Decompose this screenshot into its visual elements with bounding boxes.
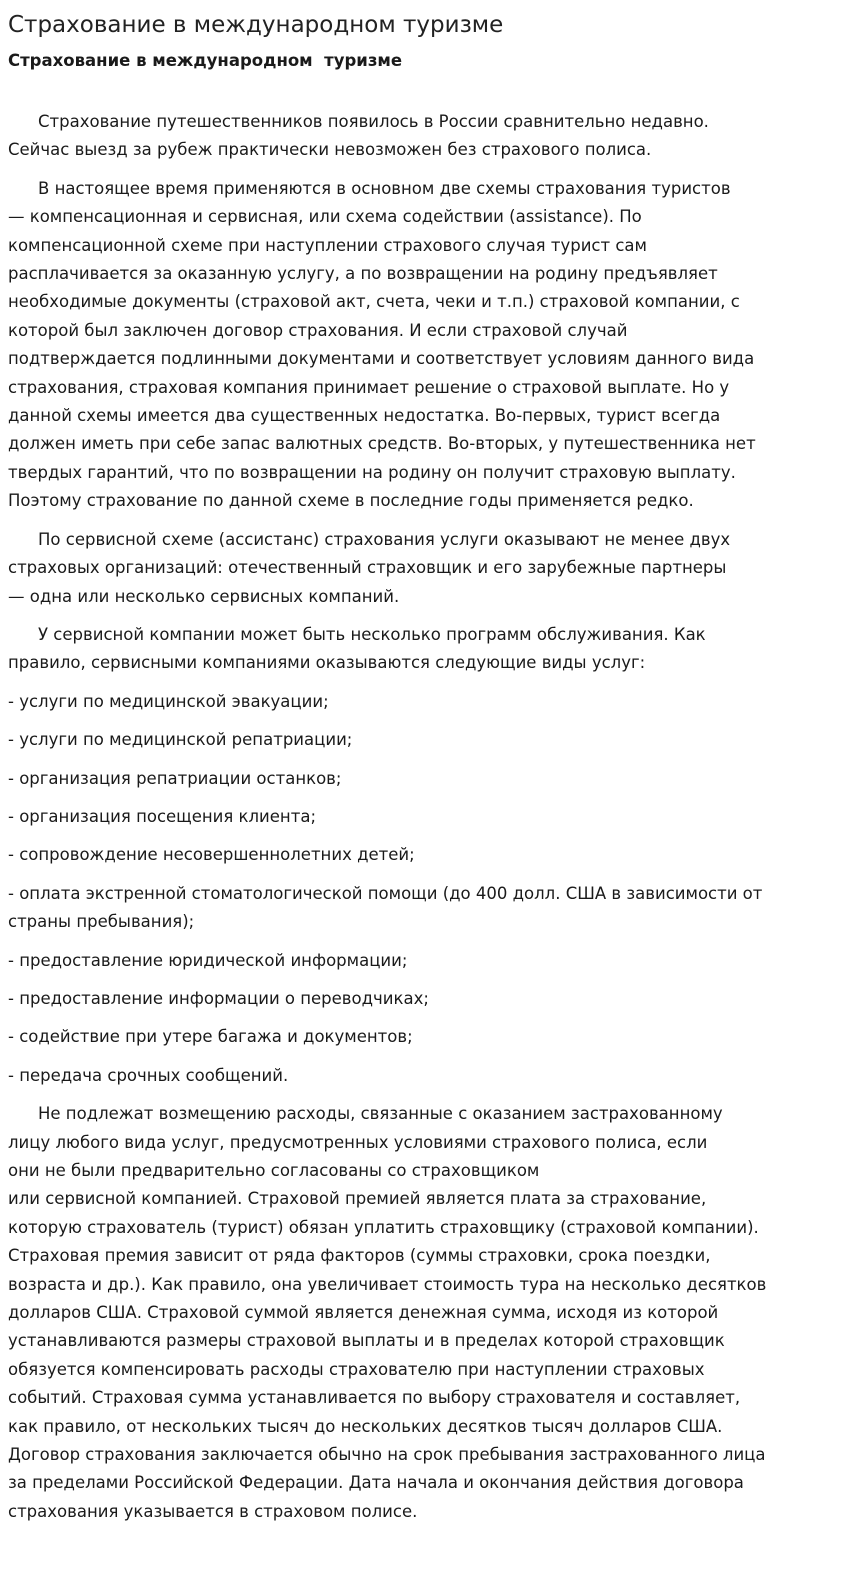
paragraph-intro: Страхование путешественников появилось в России сравнительно недавно. Сейчас выезд за рубеж практически невозможен без страхового полиса. — [8, 112, 709, 160]
list-item: - передача срочных сообщений. — [8, 1065, 289, 1085]
list-item: - услуги по медицинской репатриации; — [8, 730, 353, 750]
paragraph-assistance: По сервисной схеме (ассистанс) страхования услуги оказывают не менее двух страховых организаций: отечественный страховщик и его зарубежные партнеры — одна или несколько сервисных компаний. — [8, 529, 731, 606]
article-subtitle: Страхование в международном туризме — [8, 51, 403, 70]
list-item: - организация посещения клиента; — [8, 806, 317, 826]
list-item: - услуги по медицинской эвакуации; — [8, 691, 329, 711]
paragraph-schemes: В настоящее время применяются в основном две схемы страхования туристов — компенсационная и сервисная, или схема содействии (assistance). По компенсационной схеме при наступлении страхового случая турист сам расплачивается за оказанную услугу, а по возвращении на родину предъявляет необходимые документы (страховой акт, счета, чеки и т.п.) страховой компании, с которой был заключен договор страхования. И если страховой случай подтверждается подлинными документами и соответствует условиям данного вида страхования, страховая компания принимает решение о страховой выплате. Но у данной схемы имеется два существенных недостатка. Во-первых, турист всегда должен иметь при себе запас валютных средств. Во-вторых, у путешественника нет твердых гарантий, что по возвращении на родину он получит страховую выплату. Поэтому страхование по данной схеме в последние годы применяется редко. — [8, 178, 756, 511]
paragraph-premium: Не подлежат возмещению расходы, связанные с оказанием застрахованному лицу любого вида услуг, предусмотренных условиями страхового полиса, если они не были предварительно согласованы со страховщиком или сервисной компанией. Страховой премией является плата за страхование, которую страхователь (турист) обязан уплатить страховщику (страховой компании). Страховая премия зависит от ряда факторов (суммы страховки, срока поездки, возраста и др.). Как правило, она увеличивает стоимость тура на несколько десятков долларов США. Страховой суммой является денежная сумма, исходя из которой устанавливаются размеры страховой выплаты и в пределах которой страховщик обязуется компенсировать расходы страхователю при наступлении страховых событий. Страховая сумма устанавливается по выбору страхователя и составляет, как правило, от нескольких тысяч до нескольких десятков тысяч долларов США. Договор страхования заключается обычно на срок пребывания застрахованного лица за пределами Российской Федерации. Дата начала и окончания действия договора страхования указывается в страховом полисе. — [8, 1104, 767, 1521]
list-item: - предоставление информации о переводчиках; — [8, 988, 429, 1008]
list-item: - содействие при утере багажа и документов; — [8, 1027, 413, 1047]
list-item: - оплата экстренной стоматологической помощи (до 400 долл. США в зависимости от страны пребывания); — [8, 883, 763, 932]
services-list — [8, 688, 839, 1090]
list-item: - организация репатриации останков; — [8, 768, 342, 788]
page-title: Страхование в международном туризме — [8, 12, 504, 38]
paragraph-programs: У сервисной компании может быть несколько программ обслуживания. Как правило, сервисными компаниями оказываются следующие виды услуг: — [8, 624, 706, 673]
list-item: - предоставление юридической информации; — [8, 950, 408, 970]
list-item: - сопровождение несовершеннолетних детей; — [8, 845, 415, 865]
